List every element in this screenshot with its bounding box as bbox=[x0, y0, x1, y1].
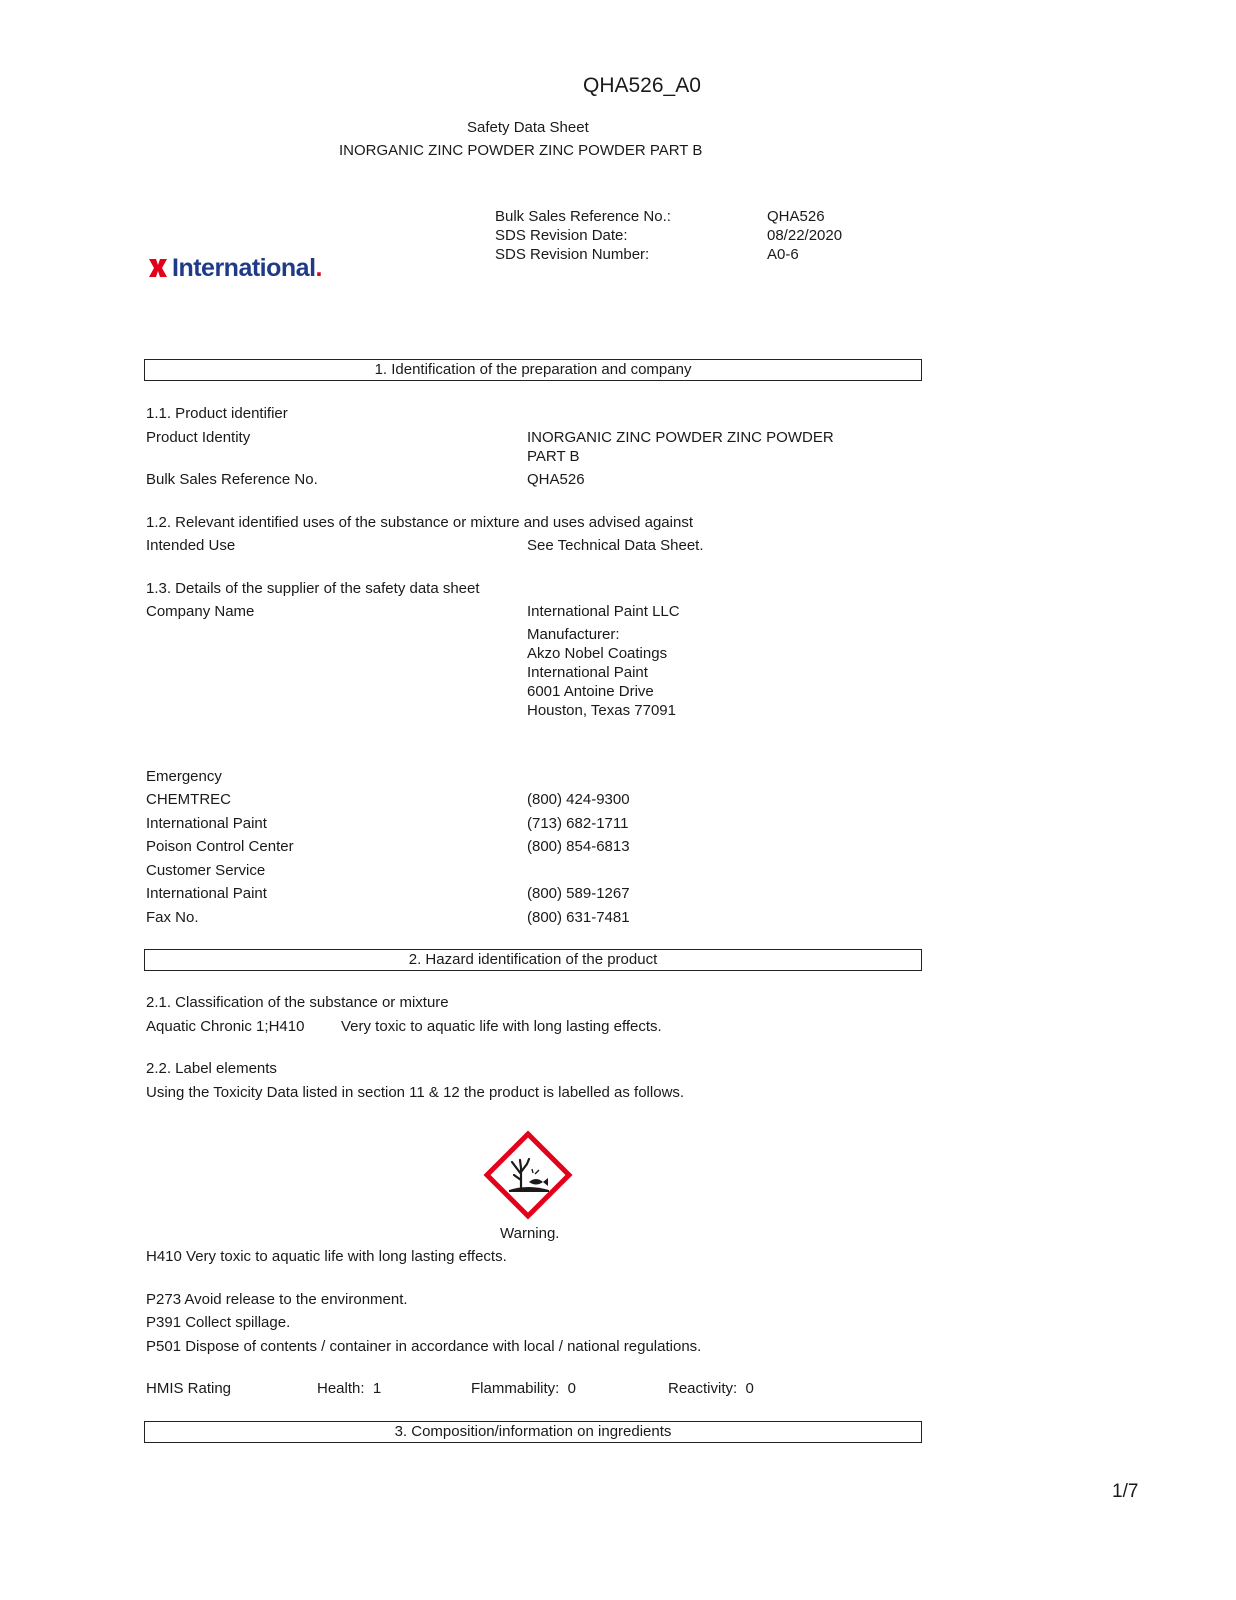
company-logo bbox=[146, 253, 322, 283]
contact-label: CHEMTREC bbox=[146, 791, 231, 808]
precautionary-statement: P391 Collect spillage. bbox=[146, 1314, 291, 1331]
meta-value-bulk: QHA526 bbox=[767, 208, 825, 225]
intended-use-value: See Technical Data Sheet. bbox=[527, 537, 704, 554]
subsection-2-1: 2.1. Classification of the substance or mixture bbox=[146, 994, 449, 1011]
company-name-label: Company Name bbox=[146, 603, 255, 620]
product-identity-value-2: PART B bbox=[527, 448, 580, 465]
meta-value-date: 08/22/2020 bbox=[767, 227, 843, 244]
company-line: International Paint bbox=[527, 664, 648, 681]
section-2-header: 2. Hazard identification of the product bbox=[144, 949, 922, 971]
company-line: International Paint LLC bbox=[527, 603, 680, 620]
section-1-header: 1. Identification of the preparation and company bbox=[144, 359, 922, 381]
intended-use-label: Intended Use bbox=[146, 537, 236, 554]
page-number: 1/7 bbox=[1112, 1481, 1139, 1502]
logo-text: International bbox=[172, 254, 316, 282]
logo-dot: . bbox=[315, 254, 323, 282]
environment-hazard-icon bbox=[483, 1130, 573, 1220]
bulk-sales-value: QHA526 bbox=[527, 471, 585, 488]
hmis-reactivity: Reactivity: 0 bbox=[668, 1380, 754, 1397]
contact-label: Fax No. bbox=[146, 909, 199, 926]
classification-text: Very toxic to aquatic life with long lasting effects. bbox=[341, 1018, 662, 1035]
contact-phone: (800) 589-1267 bbox=[527, 885, 630, 902]
contact-label: Poison Control Center bbox=[146, 838, 294, 855]
hmis-label: HMIS Rating bbox=[146, 1380, 232, 1397]
product-identity-value-1: INORGANIC ZINC POWDER ZINC POWDER bbox=[527, 429, 834, 446]
document-title: Safety Data Sheet bbox=[467, 119, 589, 136]
meta-label-date: SDS Revision Date: bbox=[495, 227, 628, 244]
meta-label-number: SDS Revision Number: bbox=[495, 246, 650, 263]
subsection-1-3: 1.3. Details of the supplier of the safety data sheet bbox=[146, 580, 480, 597]
hmis-health: Health: 1 bbox=[317, 1380, 382, 1397]
product-identity-label: Product Identity bbox=[146, 429, 251, 446]
hazard-statement: H410 Very toxic to aquatic life with long lasting effects. bbox=[146, 1248, 507, 1265]
section-3-header: 3. Composition/information on ingredients bbox=[144, 1421, 922, 1443]
emergency-heading: Emergency bbox=[146, 768, 222, 785]
meta-value-number: A0-6 bbox=[767, 246, 799, 263]
x-logo-icon bbox=[146, 256, 170, 280]
contact-label: Customer Service bbox=[146, 862, 266, 879]
contact-phone: (800) 631-7481 bbox=[527, 909, 630, 926]
subsection-2-2: 2.2. Label elements bbox=[146, 1060, 277, 1077]
product-title: INORGANIC ZINC POWDER ZINC POWDER PART B bbox=[339, 142, 703, 159]
precautionary-statement: P273 Avoid release to the environment. bbox=[146, 1291, 408, 1308]
document-code: QHA526_A0 bbox=[583, 74, 701, 97]
company-line: 6001 Antoine Drive bbox=[527, 683, 654, 700]
classification-code: Aquatic Chronic 1;H410 bbox=[146, 1018, 305, 1035]
contact-label: International Paint bbox=[146, 885, 267, 902]
hmis-flammability: Flammability: 0 bbox=[471, 1380, 577, 1397]
subsection-1-1: 1.1. Product identifier bbox=[146, 405, 288, 422]
company-line: Houston, Texas 77091 bbox=[527, 702, 676, 719]
label-intro: Using the Toxicity Data listed in section 11 & 12 the product is labelled as follows. bbox=[146, 1084, 685, 1101]
bulk-sales-label: Bulk Sales Reference No. bbox=[146, 471, 318, 488]
contact-phone: (713) 682-1711 bbox=[527, 815, 629, 832]
contact-label: International Paint bbox=[146, 815, 267, 832]
signal-word: Warning. bbox=[500, 1225, 560, 1242]
company-line: Manufacturer: bbox=[527, 626, 620, 643]
company-line: Akzo Nobel Coatings bbox=[527, 645, 668, 662]
meta-label-bulk: Bulk Sales Reference No.: bbox=[495, 208, 671, 225]
subsection-1-2: 1.2. Relevant identified uses of the substance or mixture and uses advised against bbox=[146, 514, 693, 531]
precautionary-statement: P501 Dispose of contents / container in accordance with local / national regulations. bbox=[146, 1338, 702, 1355]
contact-phone: (800) 854-6813 bbox=[527, 838, 630, 855]
contact-phone: (800) 424-9300 bbox=[527, 791, 630, 808]
